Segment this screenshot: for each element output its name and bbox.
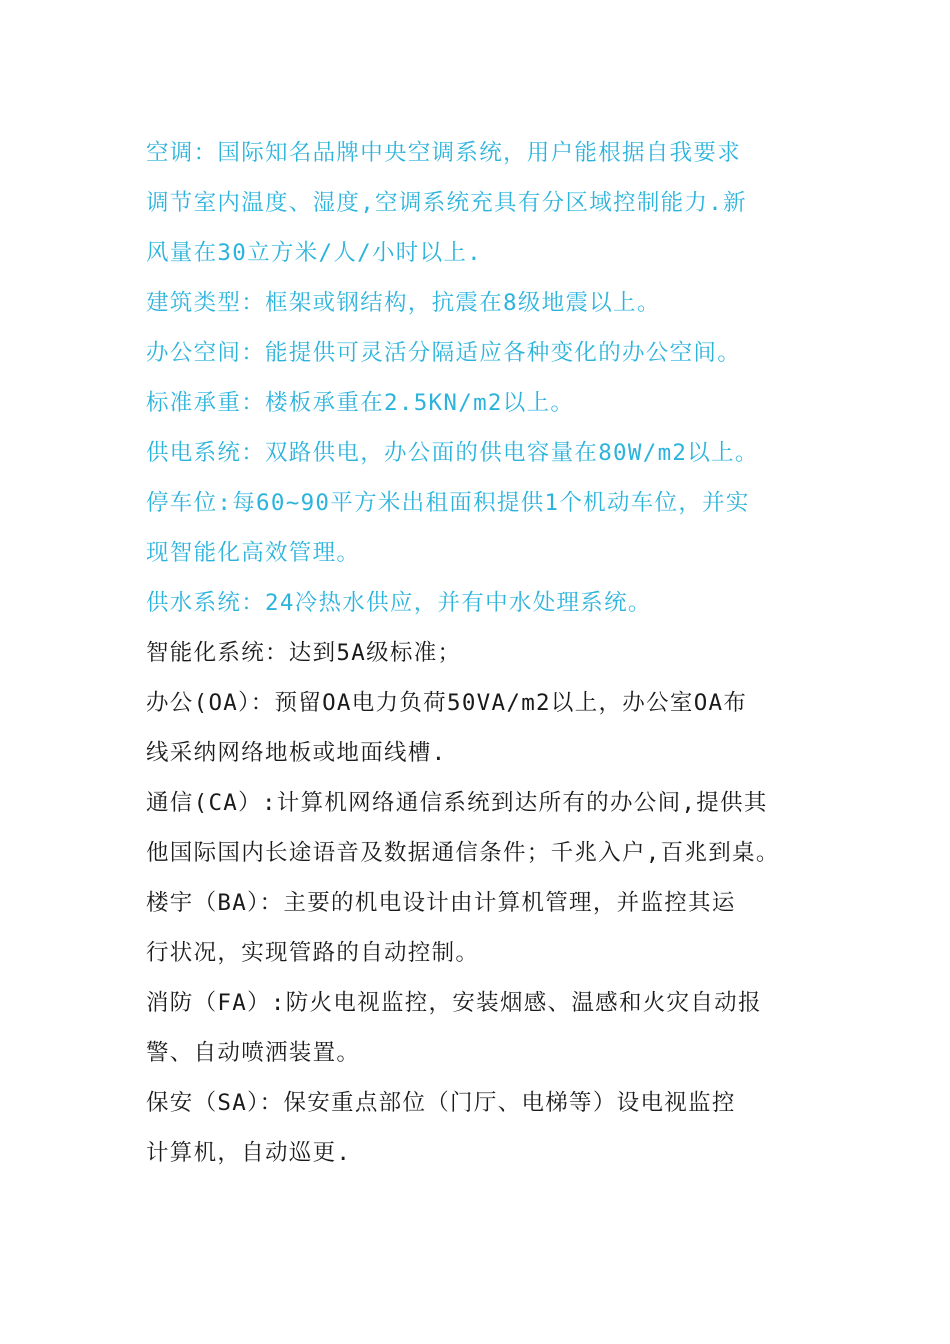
text-line-power-supply: 供电系统：双路供电，办公面的供电容量在80W/m2以上。 [146,440,759,466]
document-body [146,128,826,1178]
text-line-parking-2: 现智能化高效管理。 [146,540,361,566]
text-line-aircon-3: 风量在30立方米/人/小时以上. [146,240,483,266]
text-line-aircon-1: 空调：国际知名品牌中央空调系统，用户能根据自我要求 [146,140,742,166]
text-line-load-bearing: 标准承重：楼板承重在2.5KN/m2以上。 [146,390,575,416]
text-line-fa-1: 消防（FA）:防火电视监控，安装烟感、温感和火灾自动报 [146,990,762,1016]
text-line-ba-1: 楼宇（BA）：主要的机电设计由计算机管理，并监控其运 [146,890,736,916]
text-line-sa-1: 保安（SA）：保安重点部位（门厅、电梯等）设电视监控 [146,1090,736,1116]
text-line-water-supply: 供水系统：24冷热水供应，并有中水处理系统。 [146,590,652,616]
text-line-ba-2: 行状况，实现管路的自动控制。 [146,940,480,966]
text-line-aircon-2: 调节室内温度、湿度,空调系统充具有分区域控制能力.新 [146,190,747,216]
text-line-fa-2: 警、自动喷洒装置。 [146,1040,361,1066]
text-line-intelligent-system: 智能化系统：达到5A级标准； [146,640,462,666]
text-line-parking-1: 停车位:每60~90平方米出租面积提供1个机动车位，并实 [146,490,750,516]
text-line-ca-2: 他国际国内长途语音及数据通信条件；千兆入户,百兆到桌。 [146,840,780,866]
text-line-oa-1: 办公(OA）：预留OA电力负荷50VA/m2以上，办公室OA布 [146,690,748,716]
text-line-oa-2: 线采纳网络地板或地面线槽. [146,740,447,766]
text-line-sa-2: 计算机，自动巡更. [146,1140,352,1166]
text-line-building-type: 建筑类型：框架或钢结构，抗震在8级地震以上。 [146,290,661,316]
text-line-ca-1: 通信(CA）:计算机网络通信系统到达所有的办公间,提供其 [146,790,768,816]
text-line-office-space: 办公空间：能提供可灵活分隔适应各种变化的办公空间。 [146,340,742,366]
